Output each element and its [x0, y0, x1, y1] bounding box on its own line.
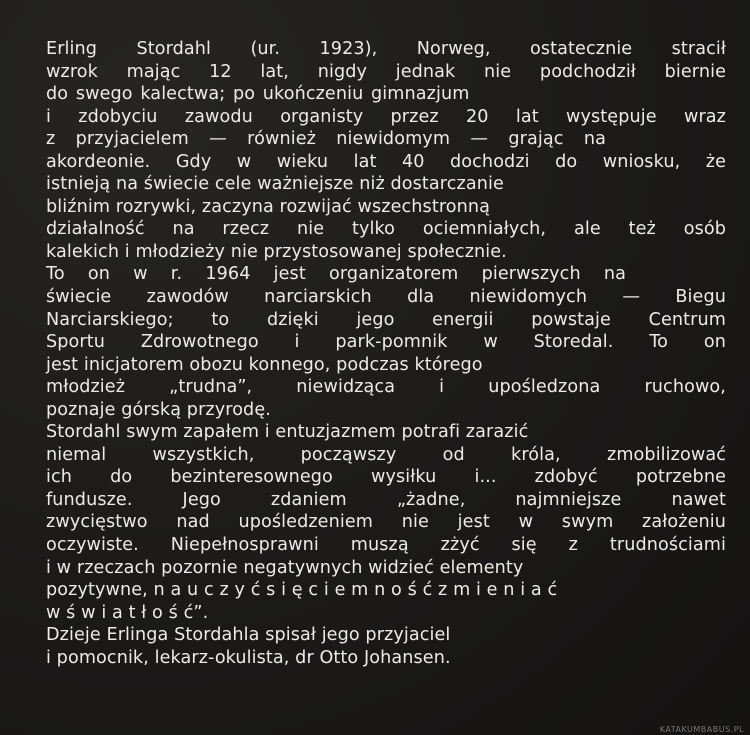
text-line: kalekich i młodzieży nie przystosowanej społecznie. [46, 241, 507, 262]
text-line: pozytywne, n a u c z y ć s i ę c i e m n o ś ć z m i e n i a ć [46, 580, 558, 601]
text-line: z przyjacielem — również niewidomym — grając na [46, 129, 606, 150]
text-line: i zdobyciu zawodu organisty przez 20 lat występuje wraz [46, 106, 726, 127]
text-line: bliźnim rozrywki, zaczyna rozwijać wszechstronną [46, 196, 491, 217]
text-line: Narciarskiego; to dzięki jego energii powstaje Centrum [46, 309, 726, 330]
cover-text-block [46, 38, 726, 669]
text-line: Dzieje Erlinga Stordahla spisał jego przyjaciel [46, 625, 451, 646]
text-line: i w rzeczach pozornie negatywnych widzieć elementy [46, 557, 524, 578]
text-line: Stordahl swym zapałem i entuzjazmem potrafi zarazić [46, 422, 529, 443]
text-line: oczywiste. Niepełnosprawni muszą zżyć się z trudnościami [46, 535, 726, 556]
text-line: świecie zawodów narciarskich dla niewidomych — Biegu [46, 287, 726, 308]
text-line: zwycięstwo nad upośledzeniem nie jest w swym założeniu [46, 512, 726, 533]
text-line: Erling Stordahl (ur. 1923), Norweg, ostatecznie stracił [46, 39, 726, 59]
watermark: KATAKUMBABUS.PL [659, 725, 744, 734]
text-line: poznaje górską przyrodę. [46, 399, 271, 420]
text-line: młodzież „trudna”, niewidząca i upośledzona ruchowo, [46, 377, 726, 398]
text-line: i pomocnik, lekarz-okulista, dr Otto Johansen. [46, 647, 451, 668]
text-line: istnieją na świecie cele ważniejsze niż dostarczanie [46, 174, 504, 195]
text-line: akordeonie. Gdy w wieku lat 40 dochodzi do wniosku, że [46, 151, 726, 172]
text-line: działalność na rzecz nie tylko ociemniałych, ale też osób [46, 219, 726, 240]
text-line: To on w r. 1964 jest organizatorem pierwszych na [46, 264, 626, 285]
text-line: w ś w i a t ł o ś ć”. [46, 602, 209, 623]
text-line: wzrok mając 12 lat, nigdy jednak nie podchodził biernie [46, 61, 726, 82]
text-line: jest inicjatorem obozu konnego, podczas którego [46, 354, 483, 375]
text-line: niemal wszystkich, począwszy od króla, zmobilizować [46, 444, 726, 465]
text-line: Sportu Zdrowotnego i park-pomnik w Storedal. To on [46, 332, 726, 353]
text-line: ich do bezinteresownego wysiłku i... zdobyć potrzebne [46, 467, 726, 488]
text-line: fundusze. Jego zdaniem „żadne, najmniejsze nawet [46, 489, 726, 510]
text-line: do swego kalectwa; po ukończeniu gimnazjum [46, 84, 470, 105]
